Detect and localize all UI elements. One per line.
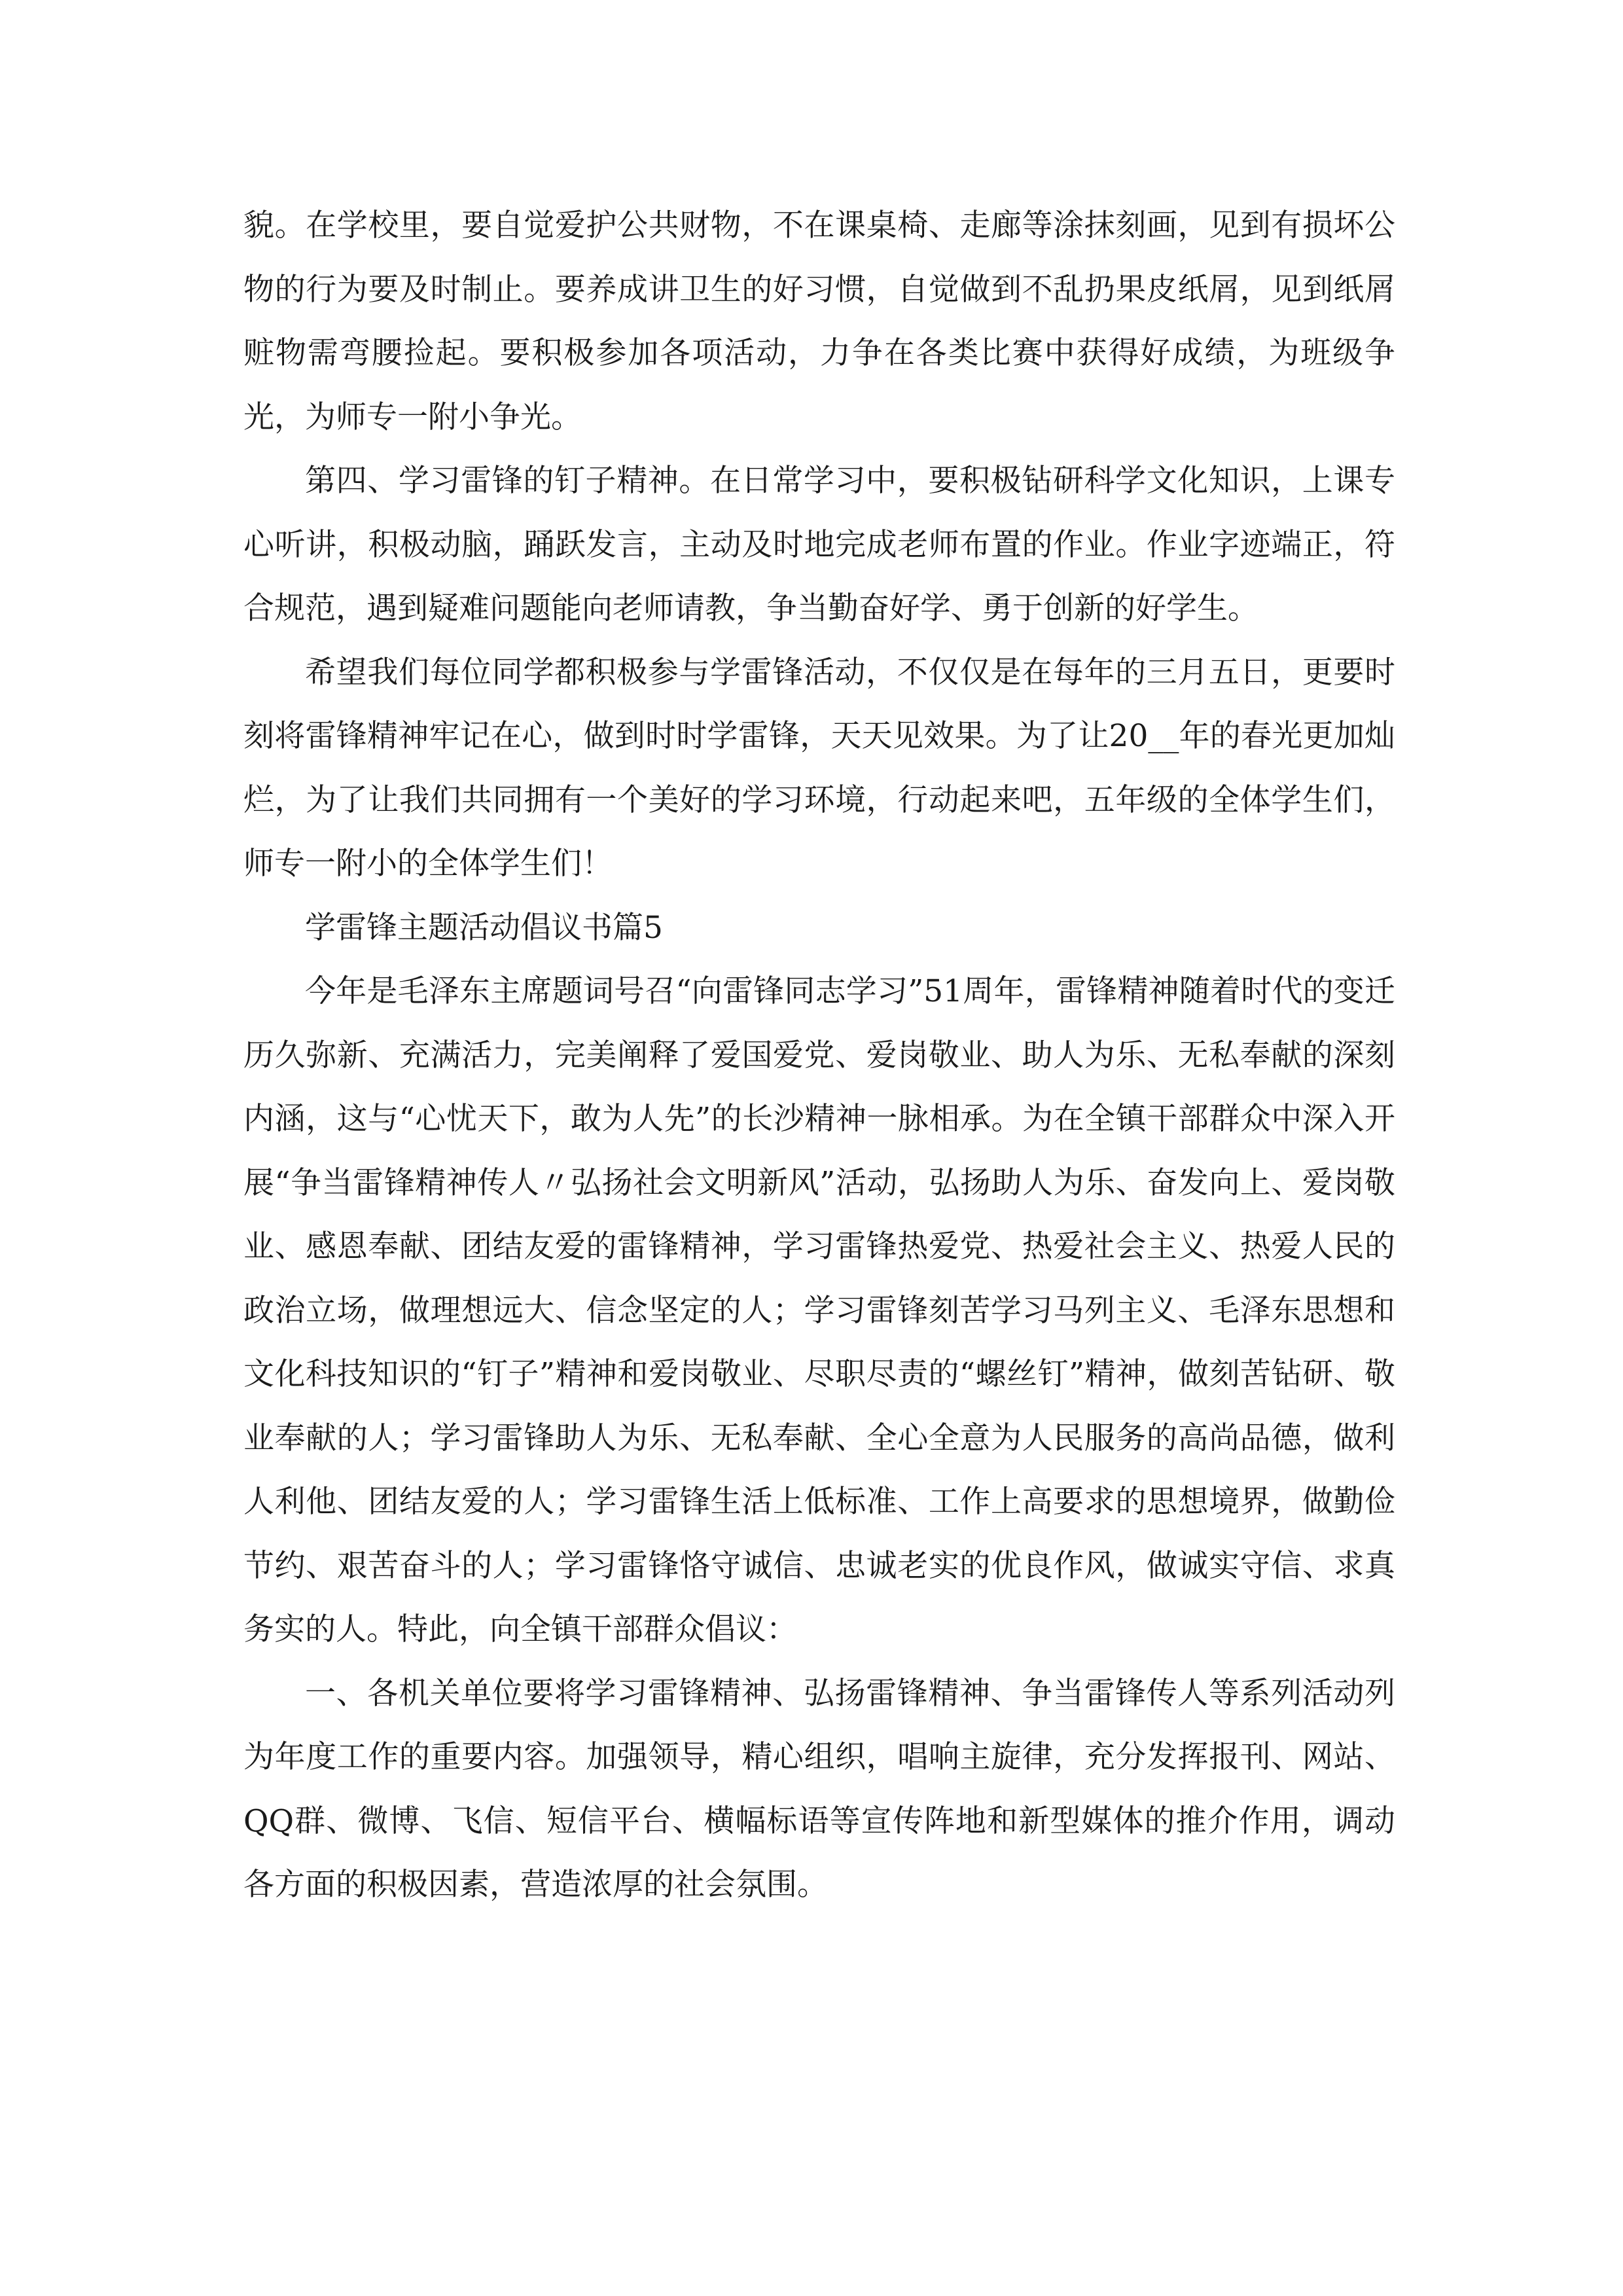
paragraph-introduction: 今年是毛泽东主席题词号召“向雷锋同志学习”51周年，雷锋精神随着时代的变迁历久弥新、充满活力，完美阐释了爱国爱党、爱岗敬业、助人为乐、无私奉献的深刻内涵，这与“心忧天下，敢为人先”的长沙精神一脉相承。为在全镇干部群众中深入开展“争当雷锋精神传人〃弘扬社会文明新风”活动，弘扬助人为乐、奋发向上、爱岗敬业、感恩奉献、团结友爱的雷锋精神，学习雷锋热爱党、热爱社会主义、热爱人民的政治立场，做理想远大、信念坚定的人；学习雷锋刻苦学习马列主义、毛泽东思想和文化科技知识的“钉子”精神和爱岗敬业、尽职尽责的“螺丝钉”精神，做刻苦钻研、敬业奉献的人；学习雷锋助人为乐、无私奉献、全心全意为人民服务的高尚品德，做利人利他、团结友爱的人；学习雷锋生活上低标准、工作上高要求的思想境界，做勤俭节约、艰苦奋斗的人；学习雷锋恪守诚信、忠诚老实的优良作风，做诚实守信、求真务实的人。特此，向全镇干部群众倡议：: [243, 973, 1395, 1647]
section-heading: 学雷锋主题活动倡议书篇5: [305, 909, 663, 946]
paragraph-fourth-point: 第四、学习雷锋的钉子精神。在日常学习中，要积极钻研科学文化知识，上课专心听讲，积极动脑，踊跃发言，主动及时地完成老师布置的作业。作业字迹端正，符合规范，遇到疑难问题能向老师请教，争当勤奋好学、勇于创新的好学生。: [243, 463, 1395, 626]
paragraph-closing-appeal: 希望我们每位同学都积极参与学雷锋活动，不仅仅是在每年的三月五日，更要时刻将雷锋精神牢记在心，做到时时学雷锋，天天见效果。为了让20__年的春光更加灿烂，为了让我们共同拥有一个美好的学习环境，行动起来吧，五年级的全体学生们，师专一附小的全体学生们！: [243, 654, 1395, 882]
document-body: [243, 194, 1395, 1917]
paragraph-first-proposal: 一、各机关单位要将学习雷锋精神、弘扬雷锋精神、争当雷锋传人等系列活动列为年度工作的重要内容。加强领导，精心组织，唱响主旋律，充分发挥报刊、网站、QQ群、微博、飞信、短信平台、横幅标语等宣传阵地和新型媒体的推介作用，调动各方面的积极因素，营造浓厚的社会氛围。: [243, 1675, 1395, 1903]
paragraph-continuation: 貌。在学校里，要自觉爱护公共财物，不在课桌椅、走廊等涂抹刻画，见到有损坏公物的行为要及时制止。要养成讲卫生的好习惯，自觉做到不乱扔果皮纸屑，见到纸屑赃物需弯腰捡起。要积极参加各项活动，力争在各类比赛中获得好成绩，为班级争光，为师专一附小争光。: [243, 207, 1395, 435]
